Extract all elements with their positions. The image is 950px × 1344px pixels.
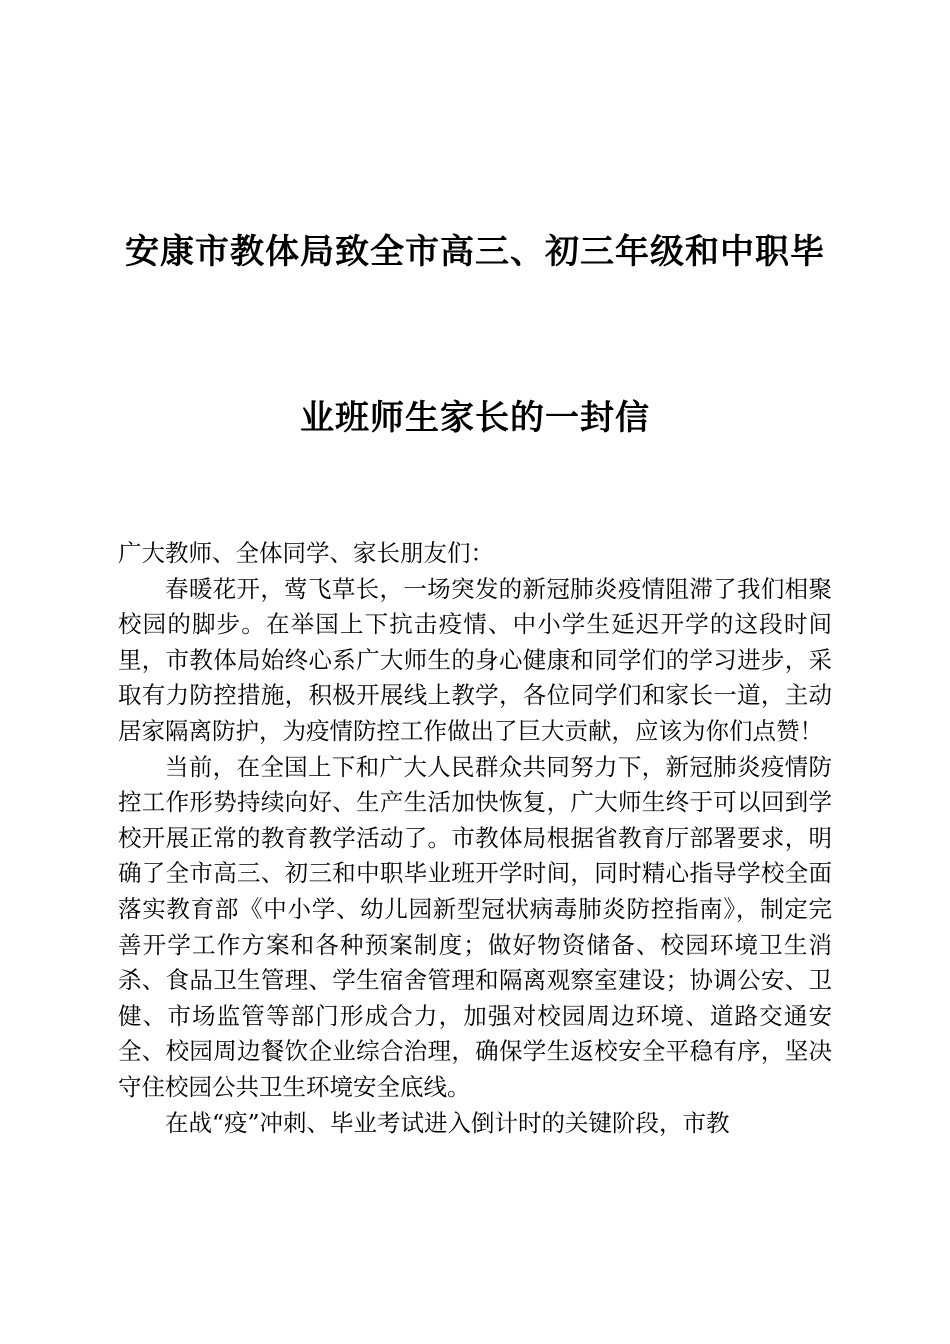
- letter-body: [118, 536, 832, 1141]
- paragraph-2: 当前，在全国上下和广大人民群众共同努力下，新冠肺炎疫情防控工作形势持续向好、生产生活加快恢复，广大师生终于可以回到学校开展正常的教育教学活动了。市教体局根据省教育厅部署要求，明确了全市高三、初三和中职毕业班开学时间，同时精心指导学校全面落实教育部《中小学、幼儿园新型冠状病毒肺炎防控指南》，制定完善开学工作方案和各种预案制度；做好物资储备、校园环境卫生消杀、食品卫生管理、学生宿舍管理和隔离观察室建设；协调公安、卫健、市场监管等部门形成合力，加强对校园周边环境、道路交通安全、校园周边餐饮企业综合治理，确保学生返校安全平稳有序，坚决守住校园公共卫生环境安全底线。: [118, 752, 832, 1101]
- document-title-line-2: 业班师生家长的一封信: [300, 398, 650, 438]
- document-title-line-1: 安康市教体局致全市高三、初三年级和中职毕: [125, 232, 825, 272]
- salutation: 广大教师、全体同学、家长朋友们：: [118, 539, 494, 567]
- paragraph-3: 在战“疫”冲刺、毕业考试进入倒计时的关键阶段，市教: [165, 1108, 730, 1137]
- paragraph-1: 春暖花开，莺飞草长，一场突发的新冠肺炎疫情阻滞了我们相聚校园的脚步。在举国上下抗击疫情、中小学生延迟开学的这段时间里，市教体局始终心系广大师生的身心健康和同学们的学习进步，采取有力防控措施，积极开展线上教学，各位同学们和家长一道，主动居家隔离防护，为疫情防控工作做出了巨大贡献，应该为你们点赞！: [118, 574, 832, 745]
